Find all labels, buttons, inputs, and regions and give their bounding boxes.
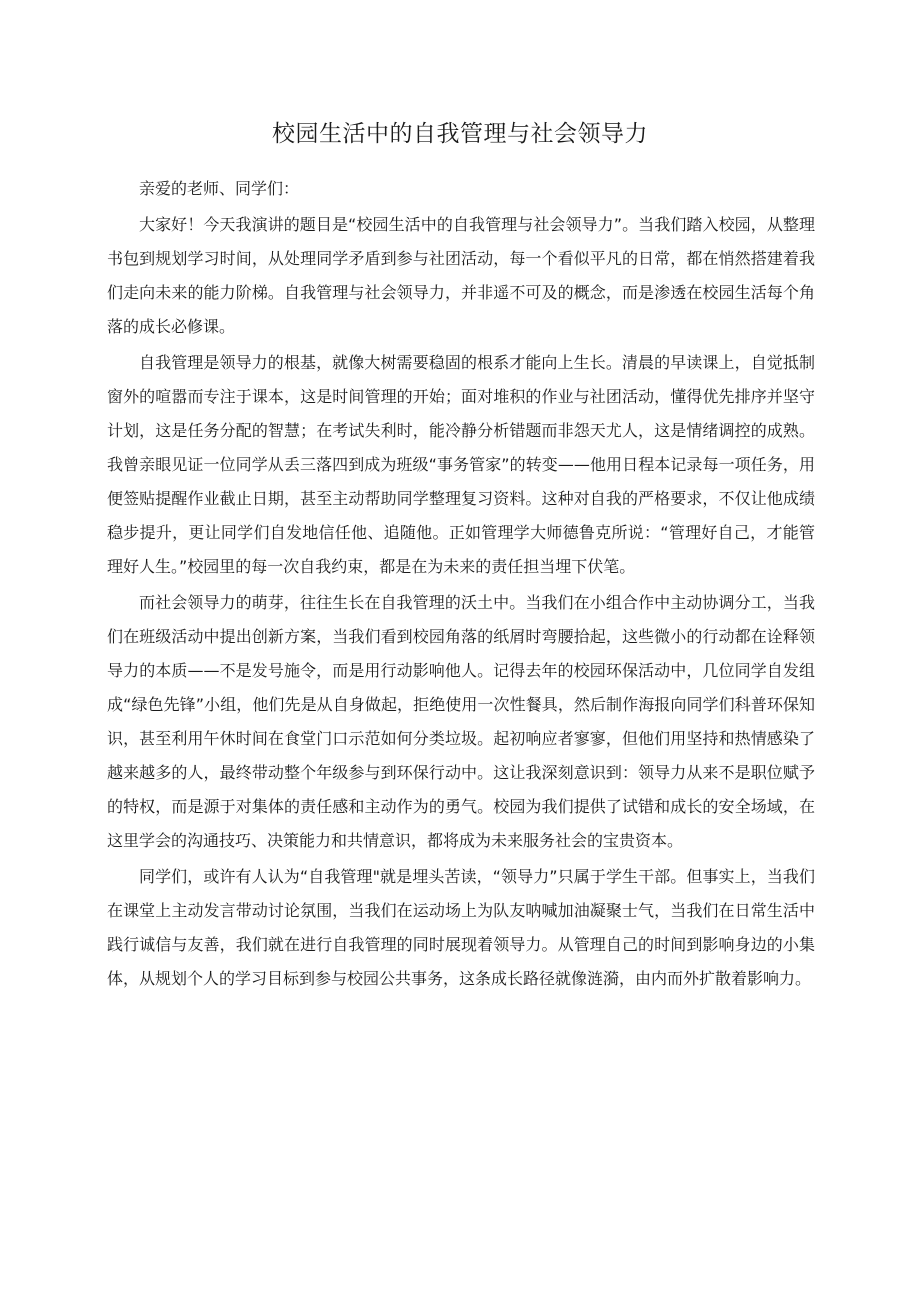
paragraph-self-management: 自我管理是领导力的根基，就像大树需要稳固的根系才能向上生长。清晨的早读课上，自觉抵制窗外的喧嚣而专注于课本，这是时间管理的开始；面对堆积的作业与社团活动，懂得优先排序并坚守计划，这是任务分配的智慧；在考试失利时，能冷静分析错题而非怨天尤人，这是情绪调控的成熟。我曾亲眼见证一位同学从丢三落四到成为班级“事务管家”的转变——他用日程本记录每一项任务，用便签贴提醒作业截止日期，甚至主动帮助同学整理复习资料。这种对自我的严格要求，不仅让他成绩稳步提升，更让同学们自发地信任他、追随他。正如管理学大师德鲁克所说：“管理好自己，才能管理好人生。”校园里的每一次自我约束，都是在为未来的责任担当埋下伏笔。 — [107, 353, 815, 576]
paragraph-intro: 大家好！今天我演讲的题目是“校园生活中的自我管理与社会领导力”。当我们踏入校园，从整理书包到规划学习时间，从处理同学矛盾到参与社团活动，每一个看似平凡的日常，都在悄然搭建着我们走向未来的能力阶梯。自我管理与社会领导力，并非遥不可及的概念，而是渗透在校园生活每个角落的成长必修课。 — [107, 215, 815, 336]
document-body — [107, 172, 815, 996]
document-title: 校园生活中的自我管理与社会领导力 — [272, 121, 648, 147]
salutation: 亲爱的老师、同学们： — [139, 179, 300, 198]
paragraph-conclusion: 同学们，或许有人认为“自我管理"就是埋头苦读，“领导力”只属于学生干部。但事实上，当我们在课堂上主动发言带动讨论氛围，当我们在运动场上为队友呐喊加油凝聚士气，当我们在日常生活中践行诚信与友善，我们就在进行自我管理的同时展现着领导力。从管理自己的时间到影响身边的小集体，从规划个人的学习目标到参与校园公共事务，这条成长路径就像涟漪，由内而外扩散着影响力。 — [107, 867, 815, 988]
paragraph-social-leadership: 而社会领导力的萌芽，往往生长在自我管理的沃土中。当我们在小组合作中主动协调分工，当我们在班级活动中提出创新方案，当我们看到校园角落的纸屑时弯腰拾起，这些微小的行动都在诠释领导力的本质——不是发号施令，而是用行动影响他人。记得去年的校园环保活动中，几位同学自发组成“绿色先锋”小组，他们先是从自身做起，拒绝使用一次性餐具，然后制作海报向同学们科普环保知识，甚至利用午休时间在食堂门口示范如何分类垃圾。起初响应者寥寥，但他们用坚持和热情感染了越来越多的人，最终带动整个年级参与到环保行动中。这让我深刻意识到：领导力从来不是职位赋予的特权，而是源于对集体的责任感和主动作为的勇气。校园为我们提供了试错和成长的安全场域，在这里学会的沟通技巧、决策能力和共情意识，都将成为未来服务社会的宝贵资本。 — [107, 593, 815, 850]
